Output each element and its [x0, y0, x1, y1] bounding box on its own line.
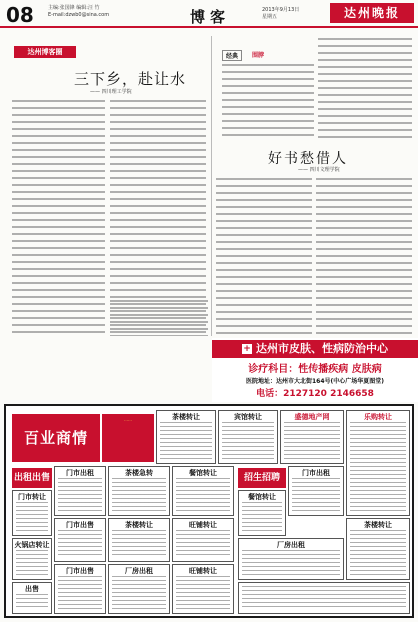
weibo-heading: 围脖: [252, 52, 265, 59]
classified-ad-text: [176, 576, 230, 610]
classified-ad-title: 茶楼急转: [125, 469, 153, 477]
classifieds-section: [4, 404, 414, 618]
classified-ad-title: 茶楼转让: [172, 413, 200, 421]
classified-ad-title: 餐馆转让: [189, 469, 217, 477]
classified-ad-text: [16, 550, 48, 576]
classified-ad-title: 旺铺转让: [189, 521, 217, 529]
classified-ad: [280, 410, 344, 464]
classified-ad: [346, 518, 410, 580]
hospital-ad: [212, 338, 418, 402]
article-author: —— 四川理工学院: [90, 89, 132, 95]
email-line: E-mail:dzwb0@sina.com: [48, 12, 110, 18]
classified-ad-title: 门市出租: [66, 469, 94, 477]
classified-ad: [238, 490, 286, 536]
classified-ad: [218, 410, 278, 464]
classified-ad: [54, 564, 106, 614]
left-lower-body: [110, 300, 208, 336]
classified-ad-text: [292, 478, 340, 512]
hospital-address: 医院地址：达州市大北街164号(中心广场华夏图堂): [245, 378, 384, 385]
classified-ad-title: 门市出售: [66, 521, 94, 529]
classified-ad-text: [58, 576, 102, 610]
classified-ad-title: 餐馆转让: [248, 493, 276, 501]
classified-ad: [172, 564, 234, 614]
classified-ad-text: [176, 478, 230, 512]
classified-ad: [54, 466, 106, 516]
classified-ad-text: [222, 422, 274, 460]
article-title: 三下乡，赴让水: [73, 70, 186, 88]
page-number: 08: [6, 3, 34, 27]
classified-ad: [172, 518, 234, 562]
article2-author: —— 四川文理学院: [298, 167, 340, 173]
classified-ad-text: [112, 530, 166, 558]
classified-ad-title: 茶楼转让: [125, 521, 153, 529]
classified-ad-title: 盛德地产网: [294, 413, 330, 421]
date-line: 2013年9月13日: [262, 7, 300, 13]
classified-ad: [172, 466, 234, 516]
classified-ad-text: [284, 422, 340, 460]
classified-ad-title: 宾馆转让: [234, 413, 262, 421]
classified-ad: [12, 582, 52, 614]
classified-ad-title: 茶楼转让: [364, 521, 392, 529]
hospital-phone: 电话：2127120 2146658: [256, 389, 374, 399]
classified-ad: [108, 466, 170, 516]
recruit-heading: 招生招聘: [238, 468, 286, 488]
classifieds-banner: ……: [102, 414, 154, 462]
classified-ad: [108, 564, 170, 614]
classified-ad-title: 门市出租: [302, 469, 330, 477]
editor-line: 主编:张国锋 编辑:汪 竹: [48, 5, 100, 11]
newspaper-logo: 达州晚报: [330, 3, 414, 23]
classified-ad-text: [242, 502, 282, 532]
classified-ad-text: [112, 576, 166, 610]
column-tag: 达州博客圈: [14, 46, 76, 58]
weibo-body-right: [318, 38, 412, 138]
classified-ad: [12, 490, 52, 536]
classified-ad-text: [58, 478, 102, 512]
classified-ad-title: 厂房出租: [125, 567, 153, 575]
page-header: [0, 0, 418, 28]
classified-ad: [288, 466, 344, 516]
article2-body-col2: [316, 178, 412, 334]
classified-ad-title: 乐购转让: [364, 413, 392, 421]
classified-ad-title: 旺铺转让: [189, 567, 217, 575]
issue-date: [262, 7, 299, 21]
article2-title: 好书愁借人: [268, 151, 348, 167]
rent-sale-heading: 出租出售: [12, 468, 52, 488]
classified-ad-text: [176, 530, 230, 558]
classified-ad-title: 火锅店转让: [14, 541, 50, 549]
classified-ad-title: 门市转让: [18, 493, 46, 501]
article-body-col2: [110, 100, 206, 334]
weekday-line: 星期五: [262, 14, 278, 20]
classified-ad-title: 门市出售: [66, 567, 94, 575]
classified-ad: [238, 582, 410, 614]
classified-ad: [346, 410, 410, 516]
weibo-body-left: [222, 64, 314, 138]
classified-ad-text: [16, 594, 48, 610]
article2-body-col1: [216, 178, 312, 334]
box-heading: 经典: [222, 50, 242, 61]
classified-ad-text: [350, 530, 406, 576]
classified-ad-text: [58, 530, 102, 558]
classified-ad-text: [242, 586, 406, 610]
classified-ad-text: [242, 550, 340, 576]
classified-ad-title: 出售: [25, 585, 39, 593]
hospital-name: 达州市皮肤、性病防治中心: [256, 342, 388, 355]
medical-cross-icon: +: [243, 344, 251, 354]
classified-ad-title: 厂房出租: [277, 541, 305, 549]
classified-ad: [108, 518, 170, 562]
hospital-name-banner: [212, 340, 418, 358]
classified-ad-text: [112, 478, 166, 512]
article-body-col1: [12, 100, 105, 334]
classifieds-title: 百业商情: [12, 414, 100, 462]
classified-ad-text: [160, 422, 212, 460]
classified-ad-text: [16, 502, 48, 532]
hospital-departments: 诊疗科目：性传播疾病 皮肤病: [248, 364, 382, 375]
editor-info: [48, 5, 109, 19]
classified-ad: [54, 518, 106, 562]
classified-ad: [156, 410, 216, 464]
classified-ad: [12, 538, 52, 580]
column-divider: [211, 36, 212, 336]
classified-ad: [238, 538, 344, 580]
classified-ad-text: [350, 422, 406, 512]
section-title: 博客: [190, 8, 231, 26]
